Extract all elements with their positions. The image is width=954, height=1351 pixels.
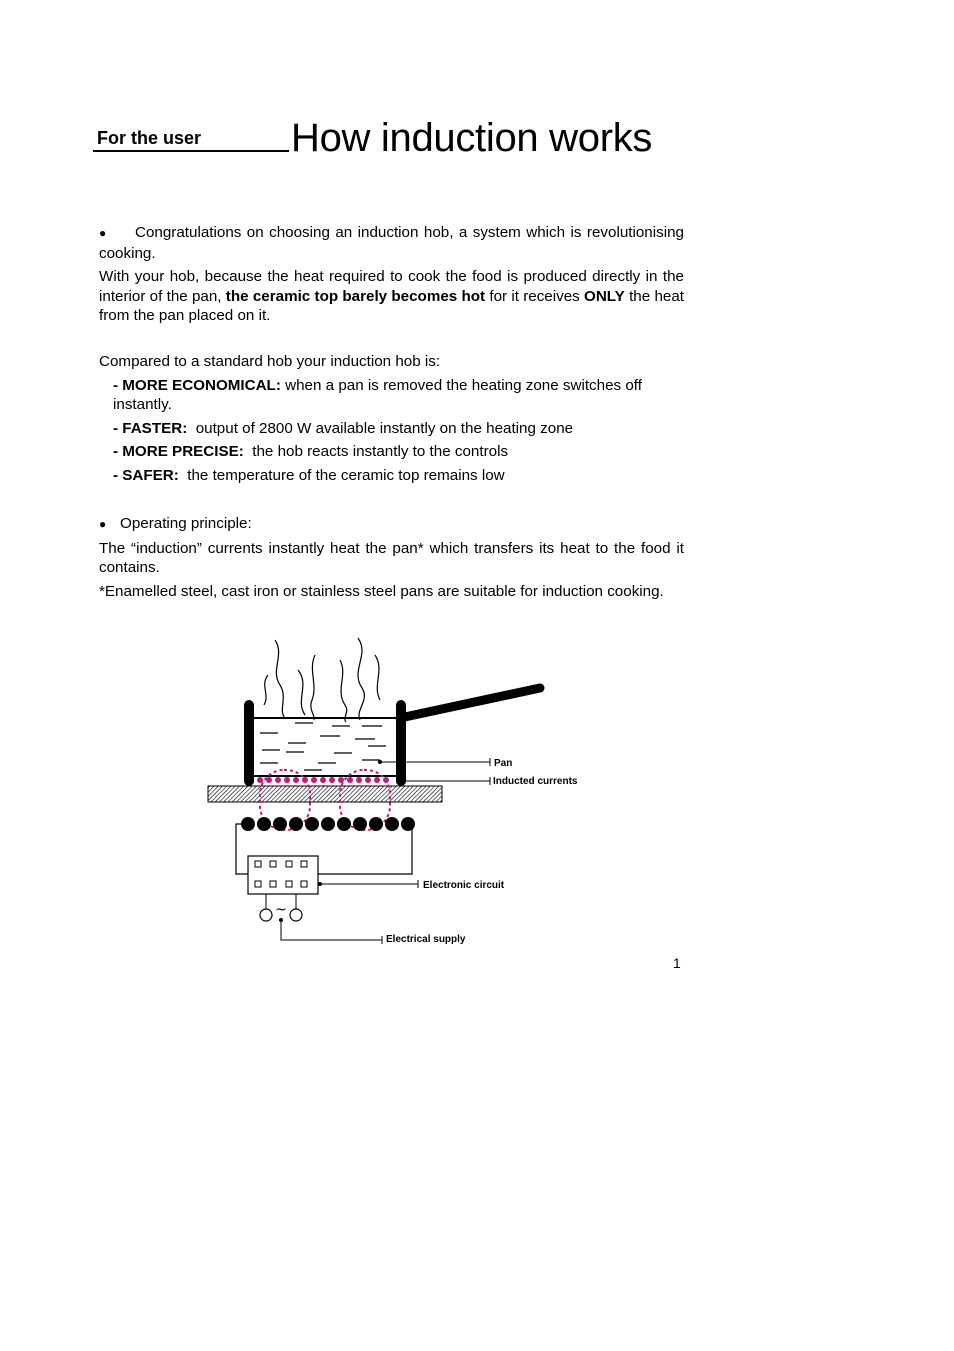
intro-text-mid: for it receives bbox=[485, 287, 585, 305]
terminal-icon bbox=[290, 909, 302, 921]
feature-item-precise bbox=[113, 442, 684, 462]
feature-text: when a pan is removed the heating zone switches off instantly. bbox=[113, 376, 642, 413]
label-electrical-supply: Electrical supply bbox=[386, 934, 466, 945]
congrats-text: Congratulations on choosing an induction hob, a system which is revolutionising cooking. bbox=[99, 224, 684, 262]
induction-diagram bbox=[200, 630, 600, 950]
pan-wall-right bbox=[396, 700, 406, 786]
feature-label: - SAFER: bbox=[113, 466, 179, 484]
feature-text: output of 2800 W available instantly on the heating zone bbox=[187, 419, 574, 437]
bullet-icon: ● bbox=[99, 517, 107, 531]
congrats-paragraph bbox=[99, 223, 684, 263]
label-inducted-currents: Inducted currents bbox=[493, 776, 578, 787]
label-pan: Pan bbox=[494, 758, 513, 769]
principle-section bbox=[99, 514, 684, 601]
intro-text-pre: With your hob, because the heat required to cook the food is produced directly in the interior of the pan, bbox=[99, 268, 684, 305]
ac-icon: ~ bbox=[275, 902, 287, 918]
feature-label: - MORE ECONOMICAL: bbox=[113, 376, 281, 394]
comparison-lead: Compared to a standard hob your induction hob is: bbox=[99, 353, 441, 370]
pan-handle bbox=[400, 688, 540, 718]
feature-item-faster bbox=[113, 419, 684, 439]
induction-coil bbox=[241, 817, 415, 831]
feature-item-economical bbox=[113, 376, 684, 415]
steam-icon bbox=[264, 638, 380, 722]
inducted-currents bbox=[257, 777, 389, 783]
water-lines bbox=[260, 723, 386, 770]
intro-text-bold: the ceramic top barely becomes hot bbox=[225, 287, 486, 305]
section-label: For the user bbox=[97, 128, 202, 148]
feature-item-safer bbox=[113, 466, 684, 486]
principle-paragraph: The “induction” currents instantly heat the pan* which transfers its heat to the food it contains. bbox=[99, 539, 684, 576]
feature-text: the hob reacts instantly to the controls bbox=[243, 443, 509, 460]
principle-heading bbox=[99, 514, 684, 535]
principle-heading-text: Operating principle: bbox=[120, 515, 252, 532]
intro-section bbox=[99, 223, 684, 326]
feature-text: the temperature of the ceramic top remains low bbox=[178, 466, 505, 484]
section-rule bbox=[93, 150, 289, 152]
intro-text-only: ONLY bbox=[584, 287, 625, 305]
feature-label: - FASTER: bbox=[113, 419, 188, 437]
pan-wall-left bbox=[244, 700, 254, 786]
bullet-icon: ● bbox=[99, 226, 107, 240]
label-electronic-circuit: Electronic circuit bbox=[423, 880, 505, 891]
page-title: How induction works bbox=[291, 116, 653, 160]
page-number: 1 bbox=[673, 955, 681, 971]
feature-label: - MORE PRECISE: bbox=[113, 443, 244, 460]
intro-text-post: the heat from the pan placed on it. bbox=[99, 287, 684, 324]
intro-paragraph bbox=[99, 267, 684, 326]
comparison-section bbox=[99, 352, 684, 485]
terminal-icon bbox=[260, 909, 272, 921]
ceramic-top bbox=[208, 786, 442, 802]
pan-note-paragraph: *Enamelled steel, cast iron or stainless steel pans are suitable for induction cooking. bbox=[99, 582, 664, 600]
